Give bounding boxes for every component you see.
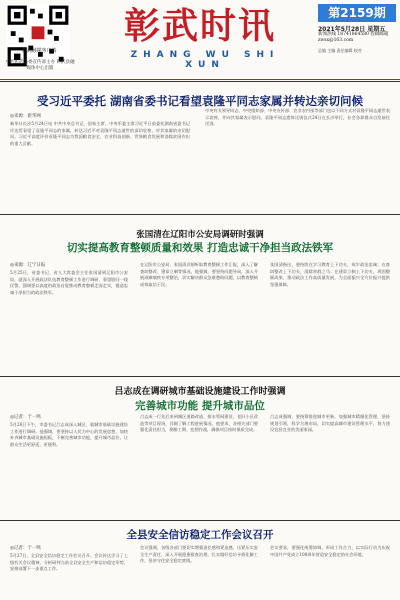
byline-3: ◎记者：于一鸣 [10,415,41,420]
article-1-col-right: 中央有关领导同志，中央组织部、中央宣传部、农业农村部等部门也以不同方式对袁隆平同志逝世表示哀悼，并向其家属表示慰问。袁隆平同志遗体送别仪式24日在长沙举行，社会各界群众自发前往送别。 [205,108,390,126]
article-2-col-2: 在辽阳市公安局，张国清详细听取教育整顿工作汇报，深入了解查纠整改、建章立制等情况。他强调，要坚持问题导向，深入开展顽瘴痼疾专项整治，切实解决群众急难愁盼问题，以教育整顿成效取信于民。 [140,262,258,287]
publisher-line: 中共彰武县委宣传部主办 彰武县融媒体中心出版 [5,60,75,71]
qr-code-icon [6,4,70,68]
article-2-col-1: 5月25日，省委书记、省人大常委会主任张国清到辽阳市公安局，就深入开展政法队伍教育整顿工作进行调研，看望慰问一线民警，强调要以高度的政治自觉推动教育整顿走深走实，锻造忠诚干净担当的政法铁军。 [10,270,128,295]
newspaper-title: 彰武时讯 [123,5,276,47]
section-rule-3 [0,520,400,521]
byline-1: ◎来源：新华网 [10,114,41,119]
article-2-col-3: 张国清指出，要持续在学习教育上下功夫，筑牢政治忠诚；在查纠整改上下功夫，清除害群之马；在建章立制上下功夫，巩固整顿成果，推动政法工作高质量发展，为全面振兴全方位振兴提供坚强保障。 [270,262,390,287]
headline-3-kicker: 吕志成在调研城市基础设施建设工作时强调 [114,387,286,397]
article-4-col-2: 会议强调，各级各部门要切实增强责任感和紧迫感，压紧压实安全生产责任，深入开展隐患排查治理，扎实做好信访矛盾化解工作，坚决守住安全稳定底线。 [140,545,258,563]
newspaper-pinyin: ZHANG WU SHI XUN [130,50,280,70]
qr-caption: 彰武融媒客户端 [21,48,57,54]
byline-2: ◎来源：辽宁日报 [10,263,46,268]
article-3-col-3: 吕志成强调，要统筹推进城市更新，加强城市精细化管理，坚持规划引领，科学合理布局，切实提高城市建设管理水平，努力建设宜居宜业的美丽家园。 [270,414,390,432]
masthead-rule-thin [0,81,400,82]
contact-info: 新闻热线 18741864580 投稿邮箱 zwsx@163.com [318,32,389,43]
masthead-rule [0,79,400,80]
headline-4: 全县安全信访稳定工作会议召开 [126,529,274,541]
article-4-col-1: 5月27日，全县安全信访稳定工作会议召开。会议传达学习了上级有关会议精神，分析研判当前全县安全生产和信访稳定形势，安排部署下一步重点工作。 [10,553,128,571]
headline-2-kicker: 张国清在辽阳市公安局调研时强调 [136,230,264,240]
headline-3: 完善城市功能 提升城市品位 [135,400,265,412]
article-3-col-1: 5月26日下午，市委书记吕志成深入城区，就城市基础设施建设工作进行调研。他强调，要坚持以人民为中心的发展思想，加快补齐城市基础设施短板，不断完善城市功能，提升城市品位，让群众生活更舒适、更便利。 [10,422,128,447]
article-4-col-3: 会议要求，要强化统筹协调，形成工作合力，以实际行动为庆祝中国共产党成立100周年营造安全稳定的社会环境。 [270,545,390,557]
headline-1: 受习近平委托 湖南省委书记看望袁隆平同志家属并转达亲切问候 [36,94,363,108]
byline-4: ◎记者：于一鸣 [10,546,41,551]
article-3-col-2: 吕志成一行先后来到城区道路改造、排水管网建设、老旧小区改造等项目现场，详细了解工程进展情况。他要求，各相关部门要强化责任担当，倒排工期、挂图作战，确保项目按时保质完成。 [140,414,258,432]
section-rule-2 [0,376,400,377]
headline-2: 切实提高教育整顿质量和效果 打造忠诚干净担当政法铁军 [66,242,334,254]
article-1-col-left: 新华社长沙5月24日电 中共中央总书记、国家主席、中央军委主席习近平日前委托湖南省委书记许达哲看望了袁隆平同志的家属，转达习近平对袁隆平同志逝世的深切哀悼，对其家属的亲切慰问。习近平高度评价袁隆平同志为我国粮食安全、农业科技创新、世界粮食发展和消除贫困作出的重大贡献。 [10,121,190,146]
section-rule-1 [0,214,400,215]
issue-date: 2021年5月28日 星期五 [318,26,386,33]
issue-number: 第2159期 [318,4,396,22]
editor-credits: 总编 主编 责任编辑 校对 [318,48,362,53]
